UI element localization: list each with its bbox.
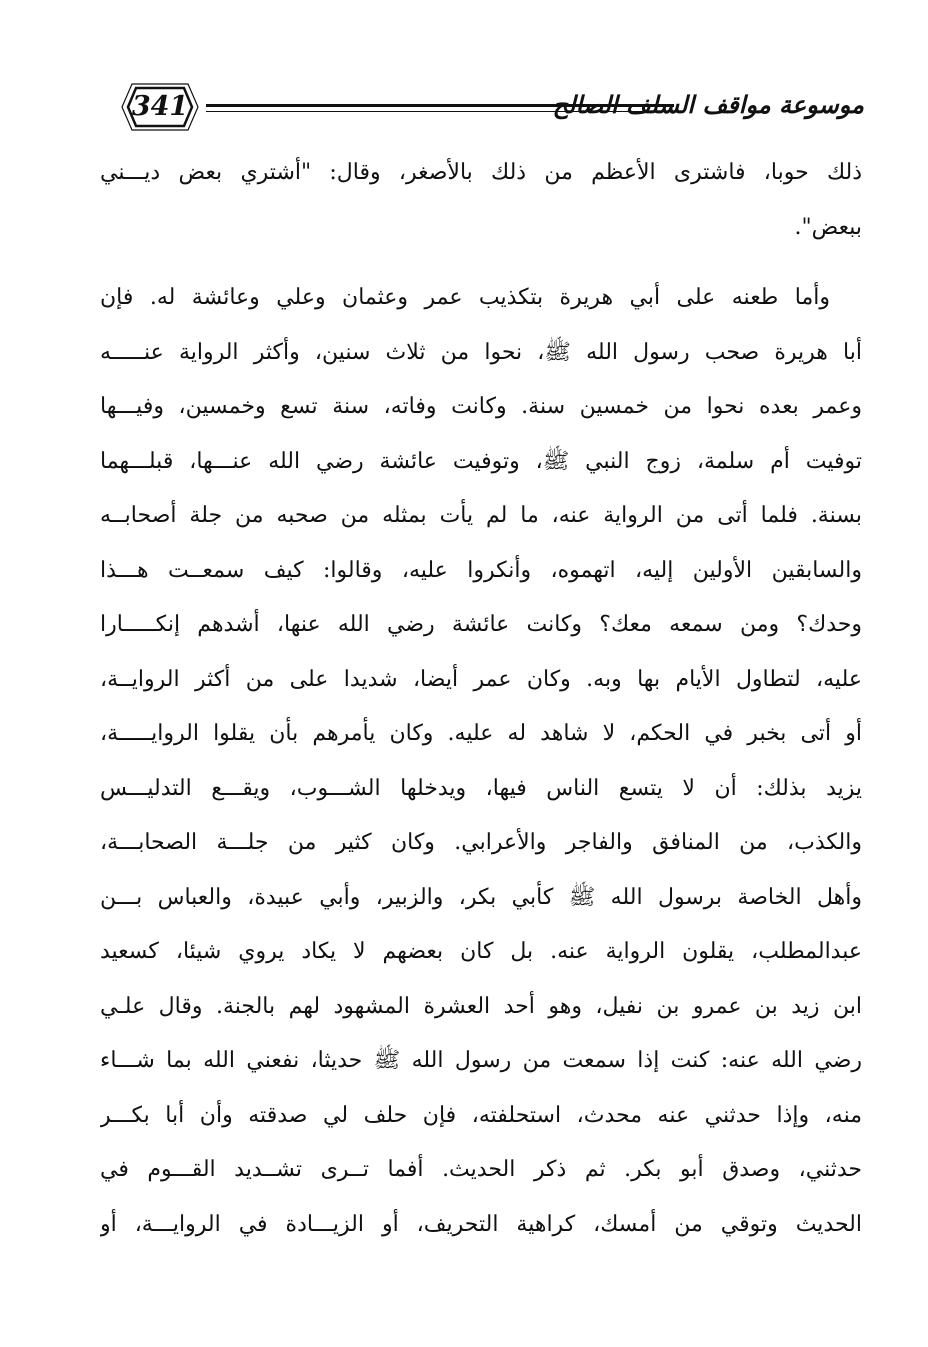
paragraph-gap (100, 255, 862, 271)
text-line: عبدالمطلب، يقلون الرواية عنه. بل كان بعضهم لا يكاد يروي شيئا، كسعيد (100, 939, 862, 964)
text-line: وأهل الخاصة برسول الله ﷺ كأبي بكر، والزبير، وأبي عبيدة، والعباس بـــن (100, 884, 862, 910)
text-line: ببعض". (794, 214, 862, 240)
paragraph-1 (100, 146, 862, 255)
text-line: وأما طعنه على أبي هريرة بتكذيب عمر وعثمان وعلي وعائشة له. فإن (100, 285, 830, 310)
page-number: 341 (131, 91, 189, 122)
text-line: منه، وإذا حدثني عنه محدث، استحلفته، فإن حلف لي صدقته وأن أبا بكـــر (100, 1102, 862, 1128)
text-line: عليه، لتطاول الأيام بها وبه. وكان عمر أيضا، شديدا على من أكثر الروايــة، (100, 666, 862, 692)
text-line: وحدك؟ ومن سمعه معك؟ وكانت عائشة رضي الله عنها، أشدهم إنكـــــارا (100, 612, 862, 637)
book-title: موسوعة مواقف السلف الصالح (552, 90, 864, 119)
text-line: ابن زيد بن عمرو بن نفيل، وهو أحد العشرة المشهود لهم بالجنة. وقال علـي (100, 993, 862, 1019)
text-line: والسابقين الأولين إليه، اتهموه، وأنكروا عليه، وقالوا: كيف سمعــت هـــذا (100, 557, 862, 583)
text-line: ذلك حوبا، فاشترى الأعظم من ذلك بالأصغر، وقال: "أشتري بعض ديـــني (100, 160, 862, 185)
page-header (112, 78, 864, 140)
text-line: الحديث وتوقي من أمسك، كراهية التحريف، أو الزيـــادة في الروايـــة، أو (100, 1211, 862, 1237)
paragraph-2 (100, 271, 862, 1252)
text-line: يزيد بذلك: أن لا يتسع الناس فيها، ويدخلها الشـــوب، ويقـــع التدليـــس (100, 775, 862, 801)
text-line: حدثني، وصدق أبو بكر. ثم ذكر الحديث. أفما تــرى تشــديد القـــوم في (100, 1157, 862, 1182)
text-line: توفيت أم سلمة، زوج النبي ﷺ، وتوفيت عائشة رضي الله عنـــها، قبلـــهما (100, 448, 862, 474)
text-line: أبا هريرة صحب رسول الله ﷺ، نحوا من ثلاث سنين، وأكثر الرواية عنـــــه (100, 339, 862, 365)
text-line: والكذب، من المنافق والفاجر والأعرابي. وكان كثير من جلـــة الصحابـــة، (100, 830, 862, 855)
body-text (100, 146, 862, 1252)
text-line: بسنة. فلما أتى من الرواية عنه، ما لم يأت بمثله من صحبه من جلة أصحابــه (100, 503, 862, 528)
text-line: رضي الله عنه: كنت إذا سمعت من رسول الله ﷺ حديثا، نفعني الله بما شـــاء (100, 1048, 862, 1073)
text-line: أو أتى بخبر في الحكم، لا شاهد له عليه. وكان يأمرهم بأن يقلوا الروايـــــة، (100, 721, 862, 746)
text-line: وعمر بعده نحوا من خمسين سنة. وكانت وفاته، سنة تسع وخمسين، وفيـــها (100, 394, 862, 419)
